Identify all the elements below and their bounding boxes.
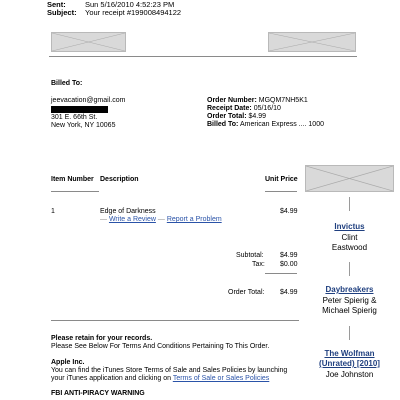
subject-value: Your receipt #199008494122 [85, 8, 182, 17]
link-separator: — [157, 216, 165, 223]
order-total-summary-value: $4.99 [280, 289, 298, 296]
sidebar-image-placeholder [305, 165, 394, 192]
subtotal-value: $4.99 [280, 252, 298, 259]
report-problem-link[interactable]: Report a Problem [166, 216, 222, 223]
billed-to-address-line2: New York, NY 10065 [51, 122, 116, 129]
subject-row [47, 8, 181, 17]
sidebar-item-title[interactable]: Daybreakers [325, 285, 374, 294]
sidebar-item-title[interactable]: Invictus [334, 222, 365, 231]
header-underline-price [265, 191, 297, 192]
sidebar-connector [349, 326, 350, 340]
banner-image-placeholder [268, 32, 356, 52]
terms-text-2: your iTunes application and clicking on [51, 375, 171, 382]
subject-label: Subject: [47, 8, 77, 17]
sidebar-item-artist: Michael Spierig [322, 306, 377, 315]
sidebar-connector [349, 197, 350, 211]
retain-notice: Please retain for your records. [51, 335, 153, 342]
totals-divider [265, 273, 297, 274]
billed-to-address-line1: 301 E. 66th St. [51, 114, 98, 121]
footer-divider [51, 320, 299, 321]
write-review-link[interactable]: Write a Review [108, 216, 156, 223]
item-number: 1 [51, 208, 55, 215]
order-total-summary-label: Order Total: [228, 289, 265, 296]
redacted-name [51, 106, 108, 113]
terms-text-1: You can find the iTunes Store Terms of Sale and Sales Policies by launching [51, 367, 288, 374]
terms-notice: Please See Below For Terms And Conditions Pertaining To This Order. [51, 343, 270, 350]
billed-to-heading: Billed To: [51, 80, 83, 87]
terms-of-sale-link[interactable]: Terms of Sale or Sales Policies [172, 375, 270, 382]
fbi-warning: FBI ANTI-PIRACY WARNING [51, 390, 145, 397]
col-unit-price: Unit Price [265, 176, 298, 183]
sent-value: Sun 5/16/2010 4:52:23 PM [85, 0, 175, 9]
header-divider [49, 56, 357, 57]
order-total-label: Order Total: [207, 113, 247, 120]
company-name: Apple Inc. [51, 359, 85, 366]
subtotal-label: Subtotal: [236, 252, 264, 259]
sidebar-item-artist: Eastwood [331, 243, 368, 252]
sidebar-connector [349, 262, 350, 276]
sent-label: Sent: [47, 0, 66, 9]
sidebar-item-artist: Joe Johnston [325, 370, 374, 379]
col-description: Description [100, 176, 139, 183]
billed-to-email: jeevacation@gmail.com [51, 97, 126, 104]
sidebar-item-artist: Clint [341, 233, 358, 242]
item-description: Edge of Darkness [100, 208, 156, 215]
terms-text-2-row [51, 375, 269, 384]
link-separator: — [100, 216, 107, 223]
tax-value: $0.00 [280, 261, 298, 268]
order-total-value: $4.99 [248, 113, 267, 120]
logo-image-placeholder [51, 32, 126, 52]
col-item-number: Item Number [51, 176, 94, 183]
sidebar-item-title[interactable]: The Wolfman [324, 349, 375, 358]
header-underline-item [51, 191, 99, 192]
item-price: $4.99 [280, 208, 298, 215]
sidebar-item-artist: Peter Spierig & [322, 296, 377, 305]
sidebar-item-title[interactable]: (Unrated) [2010] [319, 359, 380, 368]
item-links [100, 216, 222, 225]
tax-label: Tax: [252, 261, 265, 268]
order-number-value: MGQM7NH5K1 [258, 97, 308, 104]
receipt-date-value: 05/16/10 [253, 105, 281, 112]
billed-card-label: Billed To: [207, 121, 239, 128]
billed-card-row [207, 121, 324, 130]
receipt-date-label: Receipt Date: [207, 105, 252, 112]
billed-card-value: American Express .... 1000 [239, 121, 324, 128]
order-number-label: Order Number: [207, 97, 257, 104]
